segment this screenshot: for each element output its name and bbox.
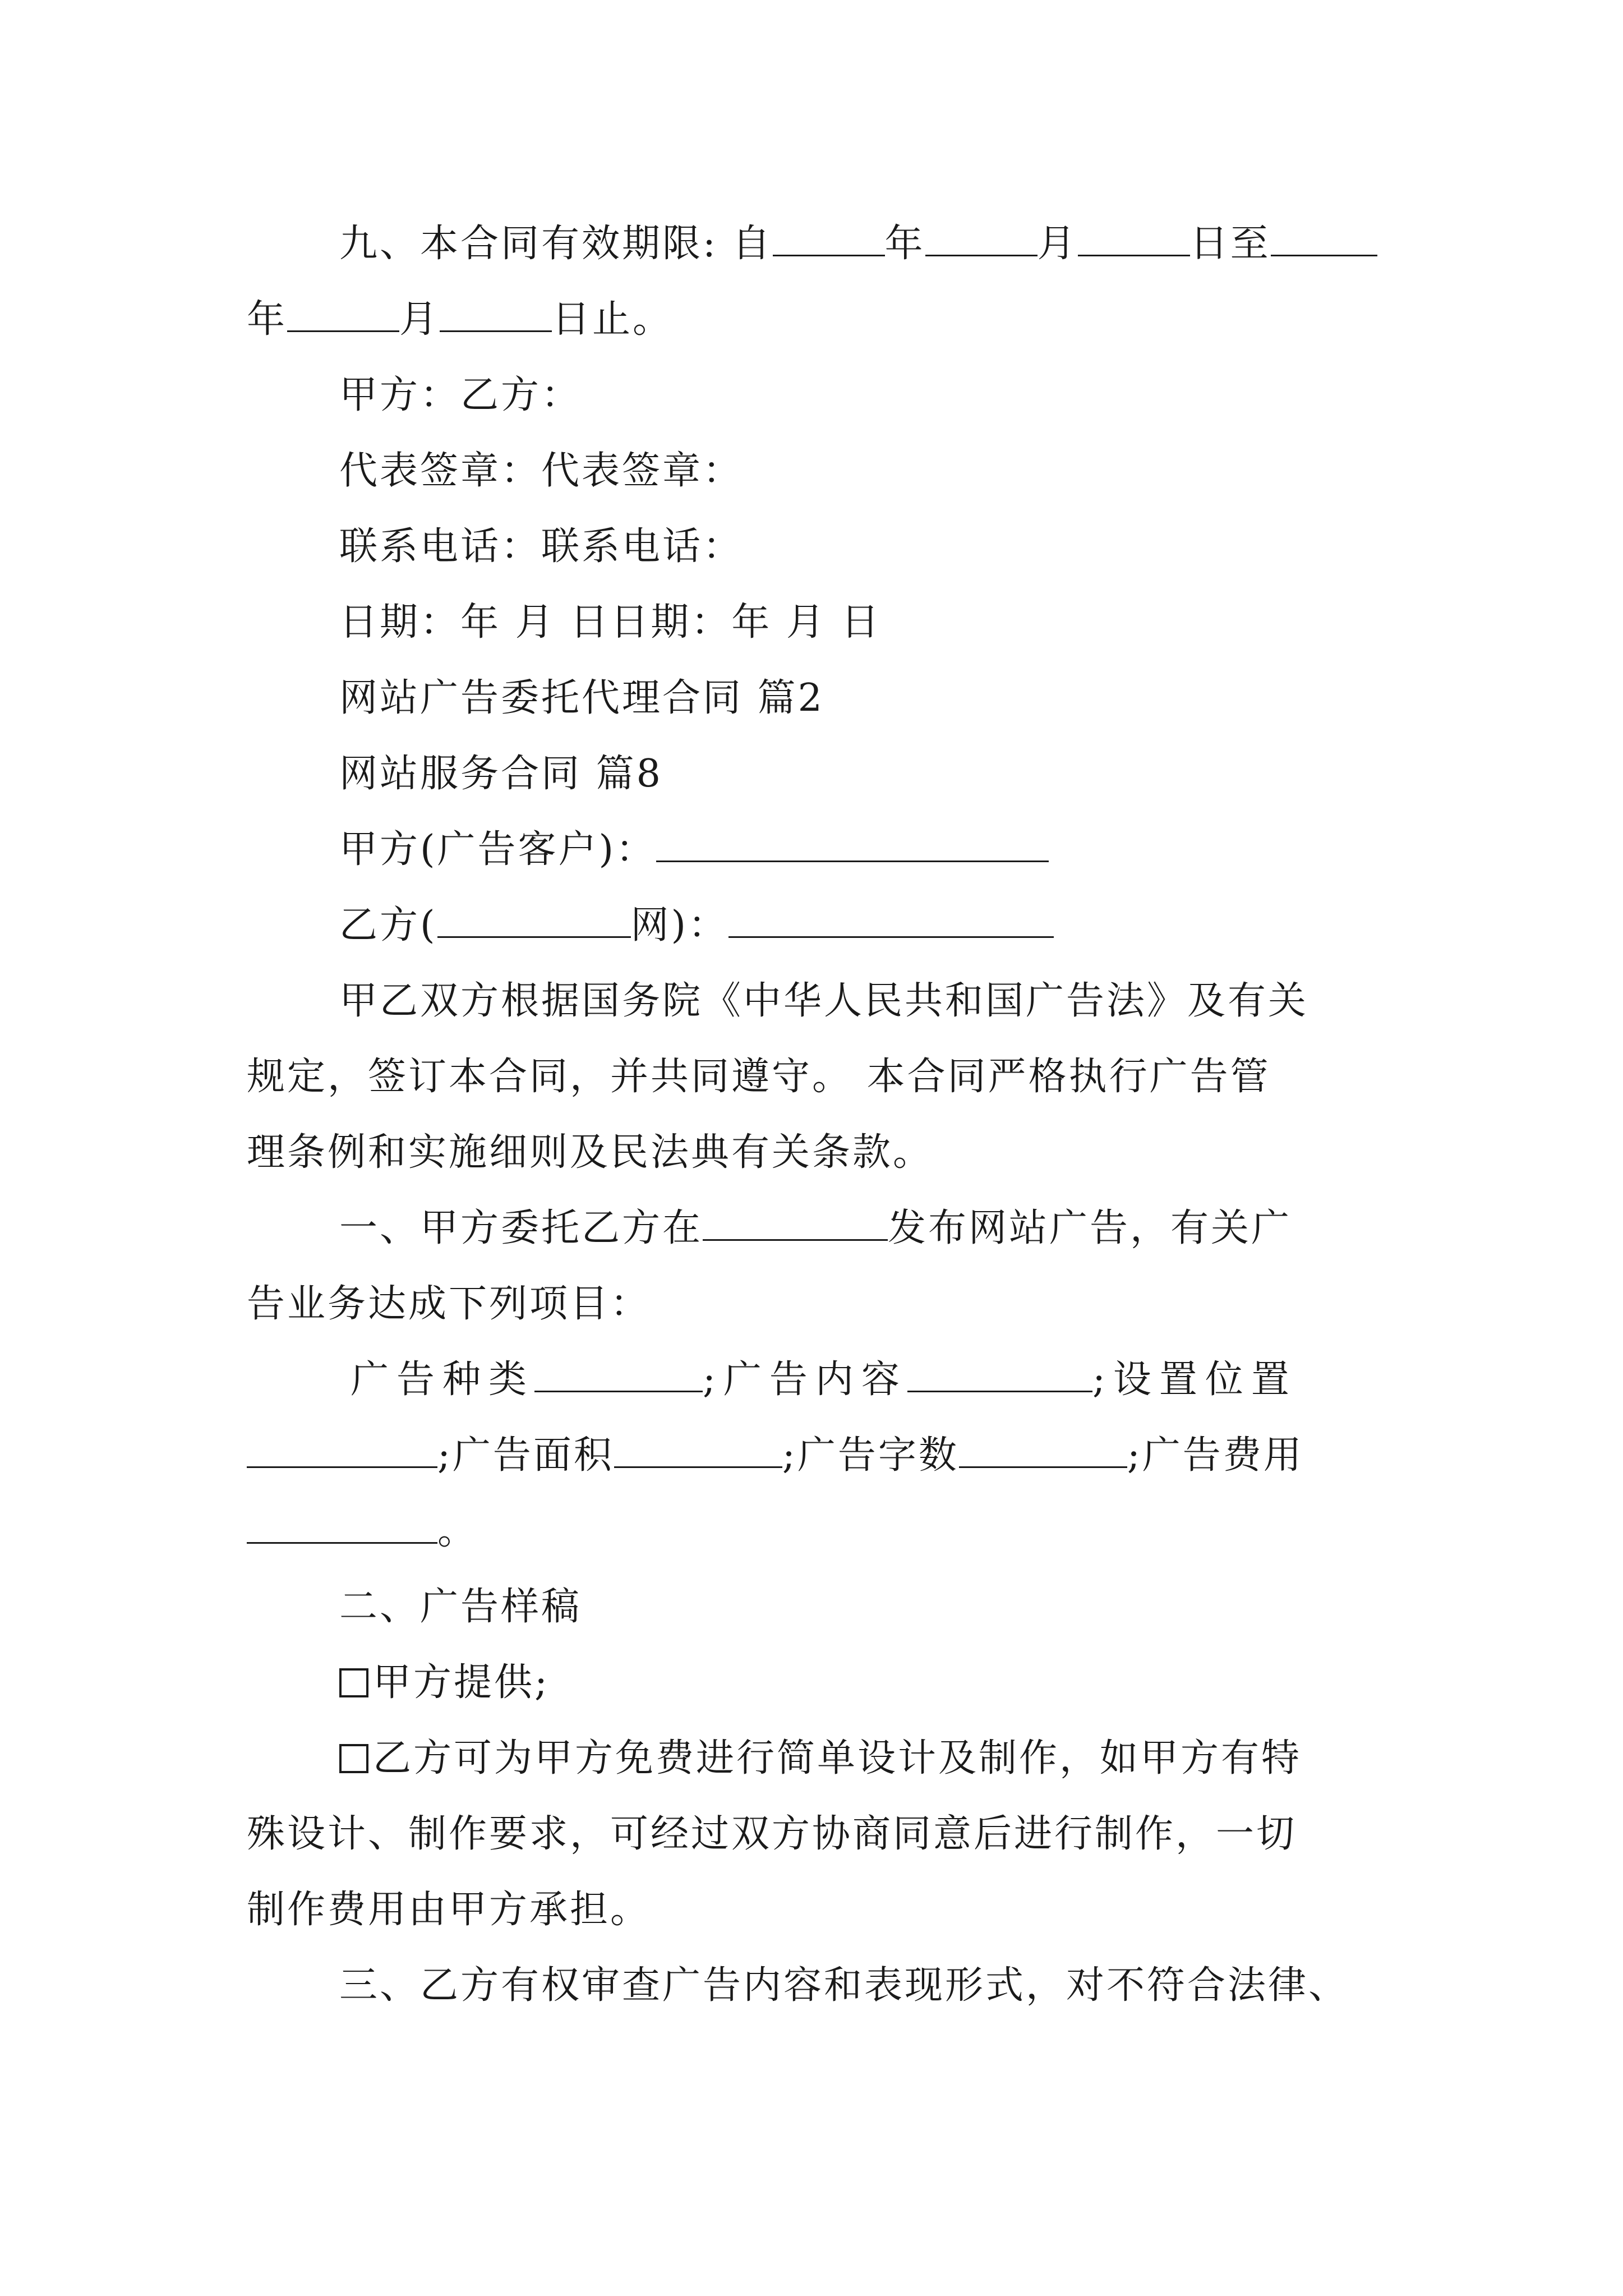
section-2-title: 二、广告样稿 [339,1585,582,1629]
phone-line: 联系电话：联系电话： [339,524,744,569]
section-3-line-1: 三、乙方有权审查广告内容和表现形式，对不符合法律、 [339,1963,1349,2008]
ad-fee-label: ;广告费用 [1127,1433,1304,1478]
section-1-line-2: 告业务达成下列项目： [247,1282,651,1326]
party-b-prefix: 乙方( [339,903,437,947]
validity-line-1 [339,219,1385,269]
blank-end-day [440,297,552,332]
year-label: 年 [884,222,925,266]
items-line-1 [351,1355,1385,1405]
blank-site-name [437,903,631,938]
validity-label: 九、本合同有效期限: 自 [339,222,773,266]
option-2-line-1 [339,1733,1385,1784]
date-line: 日期：年 月 日日期：年 月 日 [339,600,882,645]
month-label: 月 [1037,222,1078,266]
ad-words-label: ;广告字数 [782,1433,959,1478]
blank-start-day [1078,221,1190,256]
blank-ad-words [959,1433,1127,1468]
seal-line: 代表签章：代表签章： [339,449,744,493]
ad-content-label: ;广告内容 [703,1358,907,1402]
year-label: 年 [247,297,288,342]
ad-area-label: ;广告面积 [437,1433,614,1478]
validity-line-2 [247,295,1385,345]
parties-line: 甲方：乙方： [339,373,582,417]
blank-party-b [728,903,1054,938]
month-label: 月 [399,297,440,342]
intro-line-2: 规定，签订本合同，并共同遵守。 本合同严格执行广告管 [247,1055,1271,1099]
contract-title-2: 网站广告委托代理合同 篇2 [339,676,824,720]
blank-end-year [1271,221,1377,256]
blank-ad-content [907,1357,1092,1392]
blank-ad-type [534,1357,703,1392]
option-1-line [339,1658,1385,1708]
party-b-suffix: 网)： [630,903,729,947]
blank-start-month [925,221,1038,256]
checkbox-icon[interactable] [339,1668,368,1697]
blank-publish-site [703,1205,888,1241]
intro-line-1: 甲乙双方根据国务院《中华人民共和国广告法》及有关 [339,979,1309,1023]
blank-ad-position [247,1433,437,1468]
blank-ad-fee [247,1508,437,1544]
blank-start-year [773,221,885,256]
blank-end-month [287,297,399,332]
section-1-line-1 [339,1203,1385,1254]
period: 。 [437,1509,478,1553]
option-2-line-3: 制作费用由甲方承担。 [247,1888,651,1932]
items-line-2 [247,1430,1385,1481]
section-1-suffix: 发布网站广告，有关广 [888,1206,1292,1250]
option-2-line-2: 殊设计、制作要求，可经过双方协商同意后进行制作，一切 [247,1812,1297,1856]
day-end-label: 日止。 [552,297,674,342]
party-a-label: 甲方(广告客户)： [339,827,657,872]
intro-line-3: 理条例和实施细则及民法典有关条款。 [247,1130,934,1175]
party-b-line [339,900,1385,951]
option-1-text: 甲方提供; [373,1660,550,1705]
party-a-line [339,825,1385,875]
checkbox-icon[interactable] [339,1744,368,1773]
items-line-3 [247,1506,1385,1557]
ad-type-label: 广告种类 [351,1358,535,1402]
day-to-label: 日至 [1189,222,1271,266]
ad-position-label: ;设置位置 [1092,1358,1297,1402]
section-1-prefix: 一、甲方委托乙方在 [339,1206,703,1250]
contract-title-8: 网站服务合同 篇8 [339,752,663,796]
blank-ad-area [614,1433,782,1468]
blank-party-a [656,827,1049,862]
option-2-text: 乙方可为甲方免费进行简单设计及制作，如甲方有特 [373,1736,1302,1780]
